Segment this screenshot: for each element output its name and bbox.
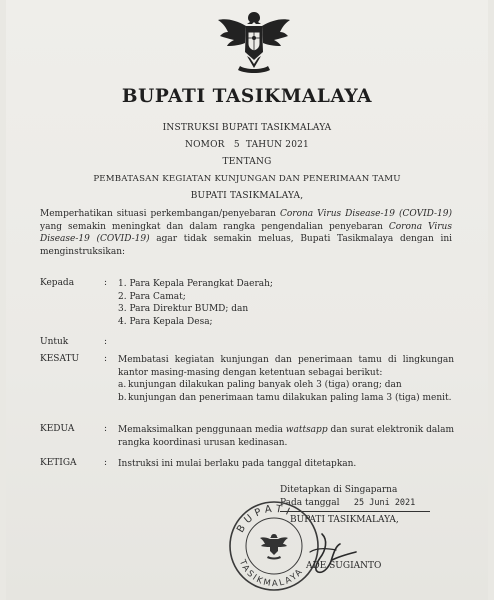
kesatu-point-a bbox=[118, 379, 454, 392]
tanggal-value: 25 Juni 2021 bbox=[353, 498, 416, 508]
kepada-label: Kepada bbox=[40, 278, 75, 288]
ditetapkan-text: Ditetapkan di Singaparna bbox=[280, 485, 398, 495]
point-text: kunjungan dilakukan paling banyak oleh 3 (tiga) orang; dan bbox=[128, 380, 402, 390]
preamble-text-1: Memperhatikan situasi perkembangan/penyebaran bbox=[40, 209, 280, 219]
kedua-text-2: dan surat elektronik dalam rangka koordinasi urusan kedinasan. bbox=[118, 425, 454, 448]
nomor-value: 5 bbox=[233, 140, 240, 150]
ketiga-colon: : bbox=[104, 458, 108, 468]
kedua-label: KEDUA bbox=[40, 424, 75, 434]
list-item: 2. Para Camat; bbox=[118, 291, 186, 302]
stamp-bottom-text: TASIKMALAYA bbox=[236, 558, 306, 590]
preamble-paragraph bbox=[40, 208, 452, 258]
point-marker: b. bbox=[118, 392, 127, 403]
kedua-italic: wattsapp bbox=[285, 425, 328, 435]
issuer-text: BUPATI TASIKMALAYA, bbox=[190, 191, 304, 201]
kesatu-point-b bbox=[118, 392, 454, 405]
kesatu-text: Membatasi kegiatan kunjungan dan penerimaan tamu di lingkungan kantor masing-masing dengan ketentuan sebagai berikut: bbox=[118, 355, 454, 378]
untuk-colon: : bbox=[104, 337, 108, 347]
point-marker: a. bbox=[118, 380, 127, 390]
document-page bbox=[6, 0, 488, 600]
ketiga-label: KETIGA bbox=[40, 458, 77, 468]
preamble-italic-1: Corona Virus Disease-19 (COVID-19) bbox=[279, 209, 453, 219]
kedua-text bbox=[118, 424, 454, 449]
list-item: 1. Para Kepala Perangkat Daerah; bbox=[118, 279, 273, 289]
nomor-label: NOMOR bbox=[185, 140, 225, 150]
list-item: 3. Para Direktur BUMD; dan bbox=[118, 304, 249, 314]
tentang-text: TENTANG bbox=[222, 157, 272, 167]
instruction-title: INSTRUKSI BUPATI TASIKMALAYA bbox=[162, 123, 332, 133]
stamp-top-text: BUPATI bbox=[235, 503, 295, 535]
kepada-list bbox=[118, 278, 273, 328]
signer-title: BUPATI TASIKMALAYA, bbox=[290, 515, 399, 525]
kepada-colon: : bbox=[104, 278, 108, 288]
list-item: 4. Para Kepala Desa; bbox=[118, 316, 213, 327]
tanggal-label: Pada tanggal bbox=[280, 498, 340, 508]
kesatu-label: KESATU bbox=[40, 354, 80, 364]
tahun-text: TAHUN 2021 bbox=[245, 140, 309, 150]
preamble-italic-2: Corona Virus Disease-19 (COVID-19) bbox=[40, 221, 452, 244]
kedua-colon: : bbox=[104, 424, 108, 434]
kesatu-colon: : bbox=[104, 354, 108, 364]
untuk-label: Untuk bbox=[40, 337, 69, 347]
document-title: BUPATI TASIKMALAYA bbox=[121, 86, 373, 107]
kedua-text-1: Memaksimalkan penggunaan media bbox=[118, 425, 286, 435]
kesatu-body bbox=[118, 354, 454, 404]
ketiga-text: Instruksi ini mulai berlaku pada tanggal ditetapkan. bbox=[118, 459, 357, 469]
instruction-number bbox=[0, 140, 494, 150]
garuda-emblem-icon bbox=[216, 8, 292, 80]
preamble-text-2: yang semakin meningkat dan dalam rangka pengendalian penyebaran bbox=[40, 221, 389, 232]
subject-text: PEMBATASAN KEGIATAN KUNJUNGAN DAN PENERIMAAN TAMU bbox=[93, 174, 401, 184]
preamble-text-3: agar tidak semakin meluas, Bupati Tasikmalaya dengan ini menginstruksikan: bbox=[40, 234, 453, 257]
signer-name: ADE SUGIANTO bbox=[306, 561, 382, 571]
point-text: kunjungan dan penerimaan tamu dilakukan paling lama 3 (tiga) menit. bbox=[128, 392, 452, 403]
